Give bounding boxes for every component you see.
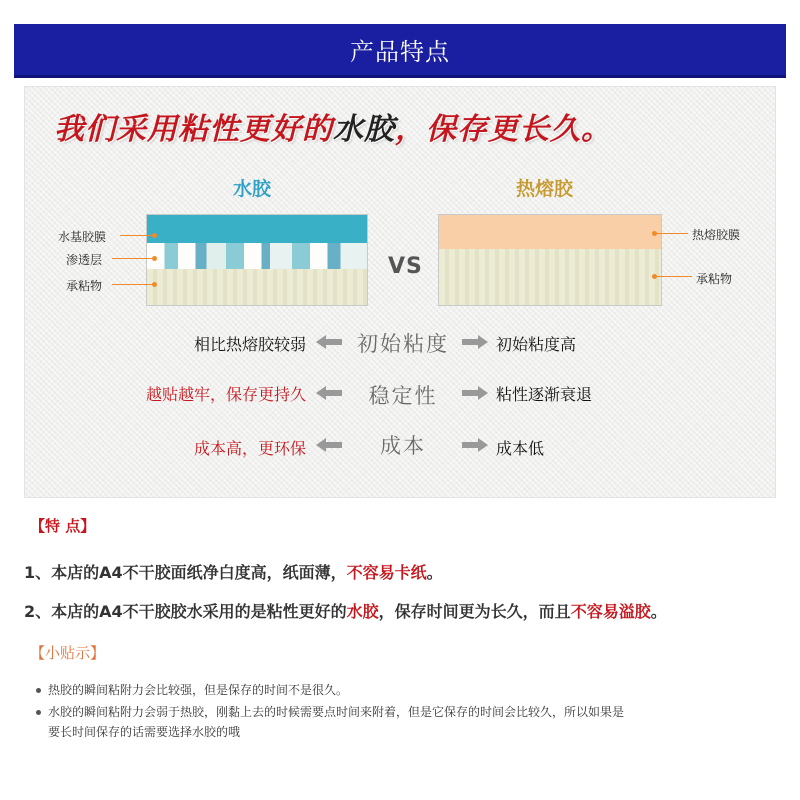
substrate-layer [147,269,367,306]
leader-dot [152,282,157,287]
leader-dot [152,256,157,261]
water-glue-title: 水胶 [233,178,272,200]
leader-line [120,235,154,236]
arrow-right-icon [462,438,488,452]
compare-row1-water: 相比热熔胶较弱 [193,335,306,354]
leader-line [112,284,154,285]
tip2-text-line2: 要长时间保存的话需要选择水胶的哦 [48,725,241,739]
substrate-layer [439,249,661,306]
headline-part1: 我们采用粘性更好的 [54,112,333,147]
arrow-right-icon [462,335,488,349]
compare-row3-criterion: 成本 [380,434,426,458]
hot-melt-title: 热熔胶 [516,178,574,200]
label-water-film: 水基胶膜 [58,230,107,244]
features-tag: 【特 点】 [30,517,96,535]
tips-tag: 【小贴示】 [30,644,106,662]
label-hot-film: 热熔胶膜 [692,228,741,242]
tip1-text: 热胶的瞬间粘附力会比较强，但是保存的时间不是很久。 [48,683,349,697]
feature2-text: 2、本店的A4不干胶胶水采用的是粘性更好的 [24,602,347,621]
feature1-highlight: 不容易卡纸 [346,563,427,582]
label-substrate-left: 承粘物 [66,279,103,293]
leader-line [112,258,154,259]
feature-item-2 [24,599,667,622]
compare-row2-hot: 粘性逐渐衰退 [496,385,593,404]
header-bar [14,24,786,78]
leader-dot [152,233,157,238]
feature2-highlight-1: 水胶 [346,602,379,621]
tip-item-2-cont [48,722,240,742]
hot-melt-film-layer [439,215,661,249]
feature-item-1 [24,560,443,583]
tip-item-1 [48,680,348,700]
compare-row2-criterion: 稳定性 [368,384,438,408]
feature2-end: 。 [650,602,667,621]
page-title: 产品特点 [350,38,450,66]
feature1-end: 。 [426,563,443,582]
vs-label: VS [388,254,423,279]
label-penetration: 渗透层 [66,253,103,267]
feature2-mid: ，保存时间更为长久，而且 [378,602,571,621]
leader-line [656,233,688,234]
compare-row3-hot: 成本低 [496,439,545,458]
compare-row3-water: 成本高，更环保 [193,439,306,458]
compare-row1-hot: 初始粘度高 [496,335,577,354]
bullet-icon [36,688,41,693]
penetration-layer [147,243,367,269]
label-substrate-right: 承粘物 [696,272,733,286]
headline [54,104,612,148]
compare-row1-criterion: 初始粘度 [357,332,449,356]
arrow-right-icon [462,386,488,400]
headline-part2: 水胶 [333,112,395,147]
bullet-icon [36,710,41,715]
headline-part3: ，保存更长久。 [395,112,612,147]
water-film-layer [147,215,367,243]
feature2-highlight-2: 不容易溢胶 [570,602,651,621]
water-glue-layers [146,214,368,306]
hot-melt-layers [438,214,662,306]
tip2-text-line1: 水胶的瞬间粘附力会弱于热胶，刚黏上去的时候需要点时间来附着，但是它保存的时间会比较久，所以如果是 [48,705,625,719]
leader-line [656,276,692,277]
compare-row2-water: 越贴越牢，保存更持久 [145,385,306,404]
tip-item-2 [48,702,624,722]
feature1-text: 1、本店的A4不干胶面纸净白度高，纸面薄， [24,563,347,582]
